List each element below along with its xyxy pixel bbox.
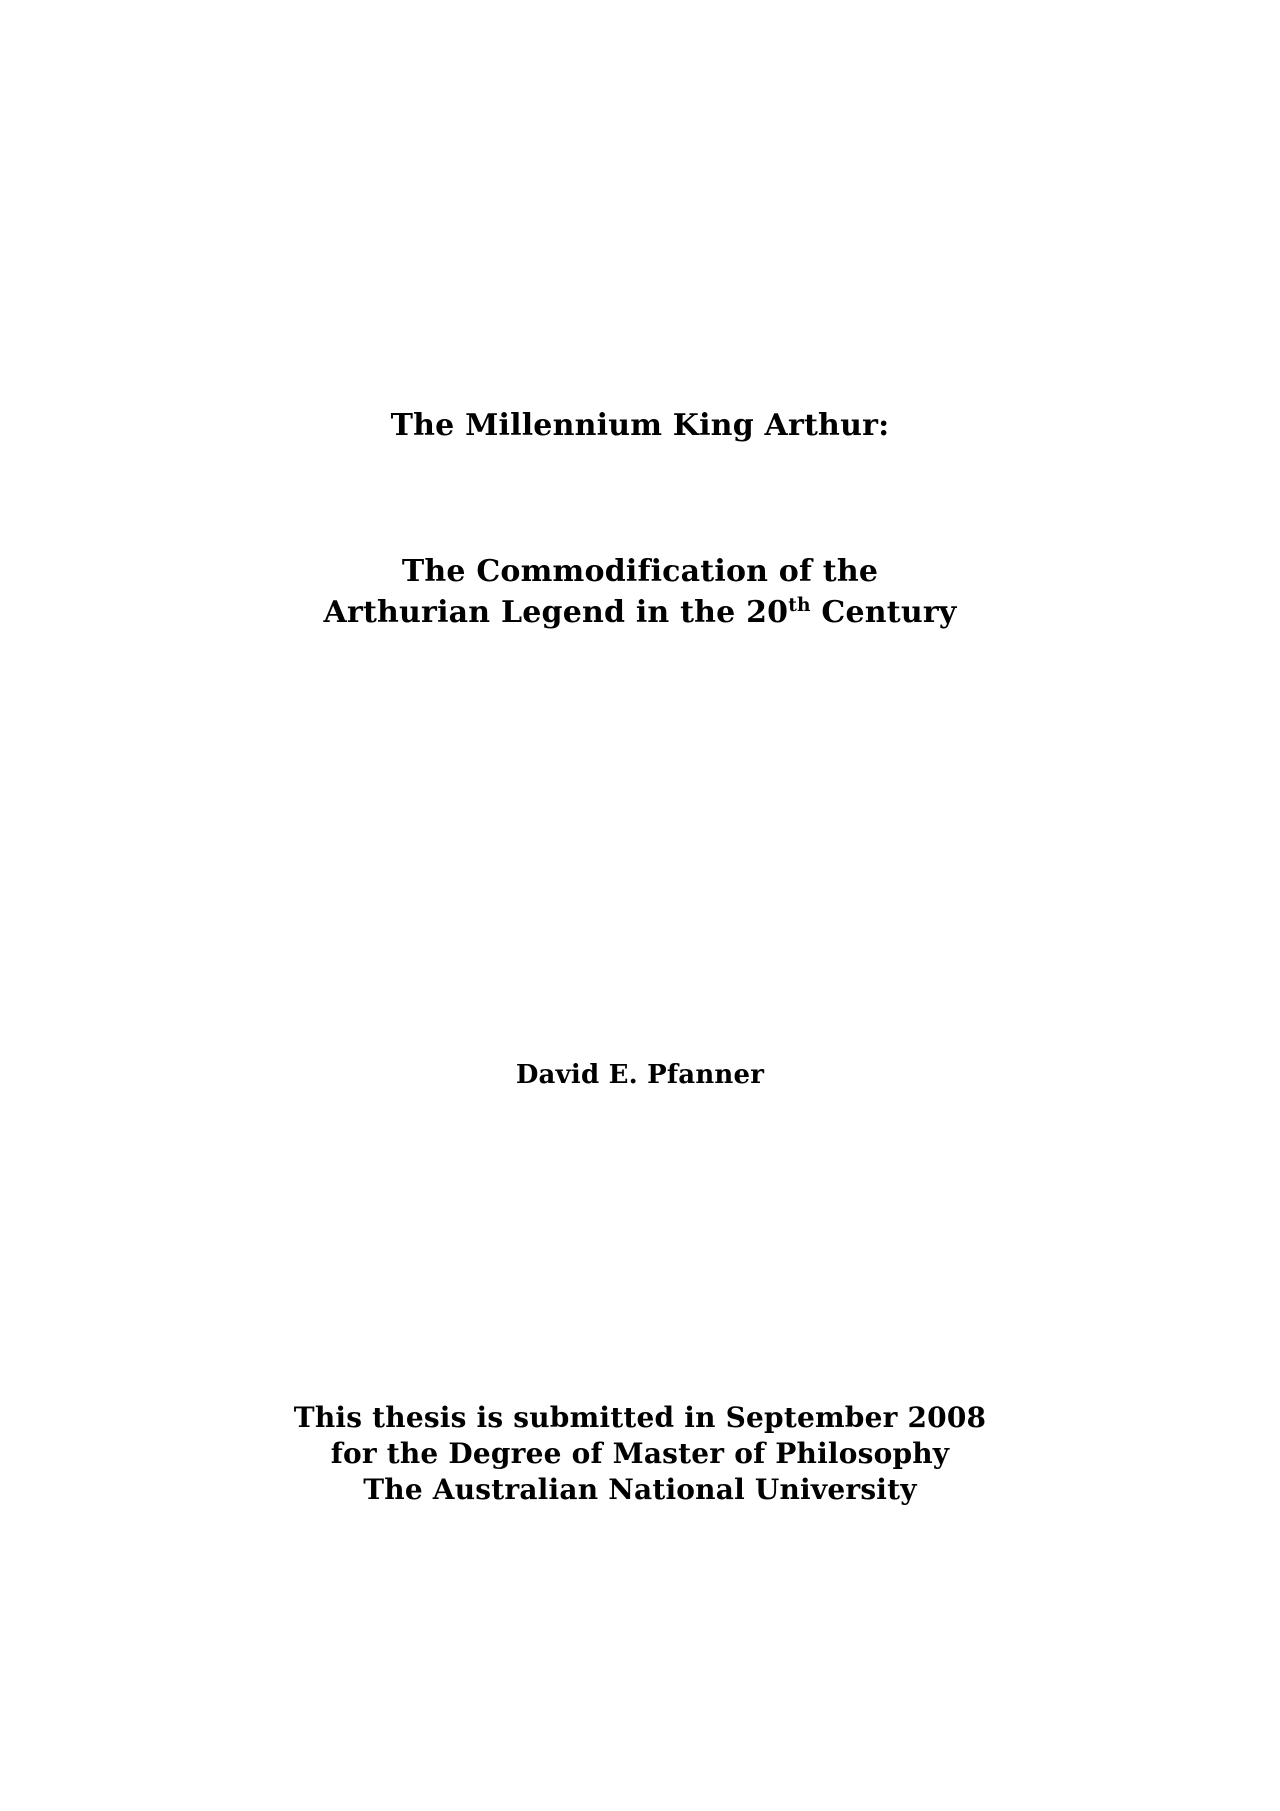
ordinal-suffix: th — [788, 595, 811, 617]
page-subtitle-line-2-tail: Century — [810, 595, 957, 631]
author-name: David E. Pfanner — [515, 1060, 765, 1090]
page-title: The Millennium King Arthur: — [390, 408, 890, 443]
submission-statement — [0, 1400, 1280, 1507]
submission-line-1: This thesis is submitted in September 2008 — [293, 1401, 987, 1434]
submission-line-3: The Australian National University — [363, 1472, 917, 1506]
page-subtitle-line-2 — [0, 592, 1280, 633]
page-subtitle-line-2-text: Arthurian Legend in the 20 — [323, 595, 789, 631]
page-subtitle-line-1: The Commodification of the — [401, 554, 879, 589]
submission-line-2: for the Degree of Master of Philosophy — [330, 1436, 950, 1470]
page-subtitle — [0, 551, 1280, 634]
